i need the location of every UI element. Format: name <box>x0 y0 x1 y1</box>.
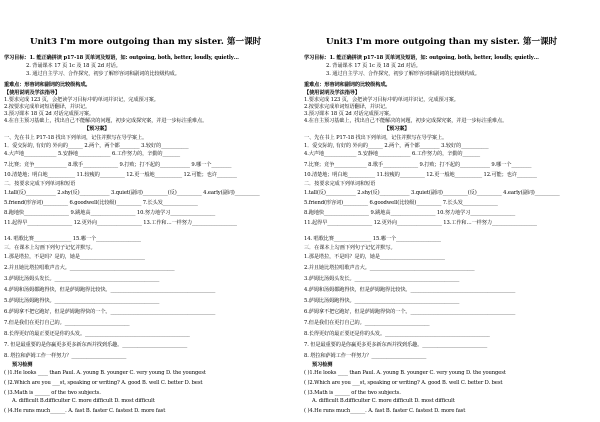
preview-intro: 一、先在书上 P17-18 找出下列单词，记住并默写在导学案上。 <box>304 135 448 141</box>
sentence-line: 1.那是塔拉，不是吗？是的，她是__________________________ <box>4 254 145 260</box>
sentence-line: 3.萨姆比汤姆头发长。__________________________________________ <box>304 276 460 282</box>
compare-line: 1.tall(反)____________ 2.shy(反)____________ 3.quiet(副词)__________(反)__________ 4.early(副词)__________ <box>304 190 560 196</box>
sentence-line: 7. 但是最重要的是你赢更多更多新东西并找到乐趣。__________________________ <box>304 342 488 348</box>
goal-item: 3. 通过自主学习、合作探究，初步了解形容词和副词的比较级构成。 <box>26 71 180 77</box>
test-item: ( )4.He runs much______. A. fast B. faster C. fastest D. more fast <box>304 408 466 414</box>
worksheet-left <box>4 0 296 422</box>
compare-line: 1.tall(反)____________ 2.shy(反)____________ 3.quiet(副词)__________(反)__________ 4.early(副词)__________ <box>4 190 260 196</box>
vocab-line: 1．爱交际的, 有好的 外向的______ 2.两个，两个都________ 3.较好的___________ <box>304 143 489 149</box>
test-item: ( )3.Math is ______ of the two subjects. <box>4 390 101 396</box>
guide-item: 4.在自主预习基础上，找出自己不能解决的问题，初步完成探究案，并进一步标注重难点。 <box>4 118 208 124</box>
goal-item: 3. 通过自主学习、合作探究，初步了解形容词和副词的比较级构成。 <box>326 71 480 77</box>
sentence-line: 4.萨姆和汤姆都跑得快，但是萨姆跑得比较快。__________________________________________ <box>304 287 516 293</box>
goal-item: 1. 能正确拼读 p17-18 页单词及短语，如: outgoing, both, better, loudly, quietly… <box>329 55 539 61</box>
test-item: ( )2.Which are you ___st, speaking or writing? A. good B. well C. better D. best <box>304 380 503 386</box>
page-title: Unit3 I'm more outgoing than my sister. 第一课时 <box>326 37 558 47</box>
guide-item: 2.按要求完成单词短语翻译，并识记。 <box>4 104 91 110</box>
test-item: ( )2.Which are you ___st, speaking or writing? A. good B. well C. better D. best <box>4 380 203 386</box>
key-points: 重难点：形容词和副词的比较级构成。 <box>304 82 391 88</box>
guide-header: 【使用说明及学法指导】 <box>4 90 60 96</box>
guide-item: 2.按要求完成单词短语翻译，并识记。 <box>304 104 391 110</box>
page-title: Unit3 I'm more outgoing than my sister. 第一课时 <box>30 37 262 47</box>
compare-line: 11.起得早__________________ 12.更外向__________________ 13.工作和…一样努力__________________ <box>304 220 537 226</box>
key-points: 重难点：形容词和副词的比较级构成。 <box>4 82 91 88</box>
preview-header: 【预习案】 <box>84 126 110 132</box>
test-title: 预习检测 <box>312 362 333 368</box>
test-title: 预习检测 <box>12 362 33 368</box>
reading-intro: 三．在课本上勾画下列句子记忆并默写。 <box>4 245 96 251</box>
vocab-line: 4.大声地_____________ 5.安静地_____________ 6.工作努力的，辛勤的_______ <box>304 151 480 157</box>
reading-intro: 三．在课本上勾画下列句子记忆并默写。 <box>304 245 396 251</box>
test-item: ( )1.He looks ____ than Paul. A. young B. younger C. very young D. the youngest <box>4 370 206 376</box>
test-options: A. difficult B.difficulter C. more difficult D. most difficult <box>312 398 455 404</box>
guide-header: 【使用说明及学法指导】 <box>304 90 360 96</box>
guide-item: 1.要求完成 123 页，会把读学习目标中的单词并识记，完成预习案。 <box>4 97 159 103</box>
preview-header: 【预习案】 <box>384 126 410 132</box>
goal-label: 学习目标： <box>304 55 330 61</box>
sentence-line: 4.萨姆和汤姆都跑得快，但是萨姆跑得比较快。__________________________________________ <box>4 287 216 293</box>
sentence-line: 3.萨姆比汤姆头发长。__________________________________________ <box>4 276 160 282</box>
compare-title: 二．按要求完成下列单词和短语 <box>4 181 76 187</box>
goal-line <box>4 55 239 61</box>
sentence-line: 8. 塔拉和萨姆工作一样努力？______________________ <box>304 353 427 359</box>
sentence-line: 5.萨姆比汤姆跑得快。__________________________________________ <box>4 298 160 304</box>
goal-label: 学习目标： <box>4 55 30 61</box>
vocab-line: 10.清楚地；明白地___________ 11.较瘦的__________ 12.更一般地___________ 12.可能；也许________ <box>4 172 237 178</box>
vocab-line: 7.比赛；竞争_____________ 8.歌手______________ 9.打败；打不起的____________ 9.哪一个________ <box>304 162 532 168</box>
goal-line <box>304 55 539 61</box>
guide-item: 4.在自主预习基础上，找出自己不能解决的问题，初步完成探究案，并进一步标注重难点。 <box>304 118 508 124</box>
worksheet-right <box>304 0 596 422</box>
sentence-line: 8.长得更好的最正要还是你的头发。__________________________________________ <box>4 331 190 337</box>
vocab-line: 10.清楚地；明白地___________ 11.较瘦的__________ 12.更一般地___________ 12.可能；也许________ <box>304 172 537 178</box>
vocab-line: 7.比赛；竞争_____________ 8.歌手______________ 9.打败；打不起的____________ 9.哪一个________ <box>4 162 232 168</box>
compare-title: 二．按要求完成下列单词和短语 <box>304 181 376 187</box>
compare-line: 5.friend(形容词)__________ 6.goodwell(比较级)__________ 7.长头发______________ <box>4 200 198 206</box>
compare-line: 8.跑地快__________________ 9.跳地高__________________ 10.努力地学习__________________ <box>4 210 216 216</box>
compare-line: 8.跑地快__________________ 9.跳地高__________________ 10.努力地学习__________________ <box>304 210 516 216</box>
reading-title: 14. 唱歌比赛_______________ 15.哪一个__________________ <box>304 236 441 242</box>
sentence-line: 6.萨姆拿不把它跑好，但是萨姆跑得快的一个。__________________________________________ <box>4 309 216 315</box>
sentence-line: 2.并且她比塔拉唱歌声音大。__________________________________________ <box>4 265 175 271</box>
test-item: ( )4.He runs much______. A. fast B. faster C. fastest D. more fast <box>4 408 166 414</box>
goal-item: 2. 背诵课本 17 页 1c 及 18 页 2d 对话。 <box>26 63 121 69</box>
vocab-line: 1．爱交际的, 有好的 外向的______ 2.两个，两个都________ 3.较好的___________ <box>4 143 189 149</box>
sentence-line: 7.但是我们在更打自己的。__________________________ <box>304 320 430 326</box>
sentence-line: 8.长得更好的最正要还是你的头发。__________________________________________ <box>304 331 490 337</box>
sentence-line: 2.并且她比塔拉唱歌声音大。__________________________________________ <box>304 265 475 271</box>
compare-line: 5.friend(形容词)__________ 6.goodwell(比较级)__________ 7.长头发______________ <box>304 200 498 206</box>
sentence-line: 8. 塔拉和萨姆工作一样努力？______________________ <box>4 353 127 359</box>
goal-item: 1. 能正确拼读 p17-18 页单词及短语，如: outgoing, both, better, loudly, quietly… <box>29 55 239 61</box>
sentence-line: 7.但是我们在更打自己的。__________________________ <box>4 320 130 326</box>
guide-item: 1.要求完成 123 页，会把读学习目标中的单词并识记，完成预习案。 <box>304 97 459 103</box>
compare-line: 11.起得早__________________ 12.更外向__________________ 13.工作和…一样努力__________________ <box>4 220 237 226</box>
goal-item: 2. 背诵课本 17 页 1c 及 18 页 2d 对话。 <box>326 63 421 69</box>
guide-item: 3.预习课本 18 页 2d 对话完成预习案。 <box>4 111 94 117</box>
sentence-line: 5.萨姆比汤姆跑得快。__________________________________________ <box>304 298 460 304</box>
test-item: ( )1.He looks ____ than Paul. A. young B. younger C. very young D. the youngest <box>304 370 506 376</box>
sentence-line: 7. 但是最重要的是你赢更多更多新东西并找到乐趣。__________________________ <box>4 342 188 348</box>
guide-item: 3.预习课本 18 页 2d 对话完成预习案。 <box>304 111 394 117</box>
preview-intro: 一、先在书上 P17-18 找出下列单词，记住并默写在导学案上。 <box>4 135 148 141</box>
vocab-line: 4.大声地_____________ 5.安静地_____________ 6.工作努力的，辛勤的_______ <box>4 151 180 157</box>
sentence-line: 1.那是塔拉，不是吗？是的，她是__________________________ <box>304 254 445 260</box>
reading-title: 14. 唱歌比赛_______________ 15.哪一个__________________ <box>4 236 141 242</box>
test-options: A. difficult B.difficulter C. more difficult D. most difficult <box>12 398 155 404</box>
test-item: ( )3.Math is ______ of the two subjects. <box>304 390 401 396</box>
sentence-line: 6.萨姆拿不把它跑好，但是萨姆跑得快的一个。__________________________________________ <box>304 309 516 315</box>
